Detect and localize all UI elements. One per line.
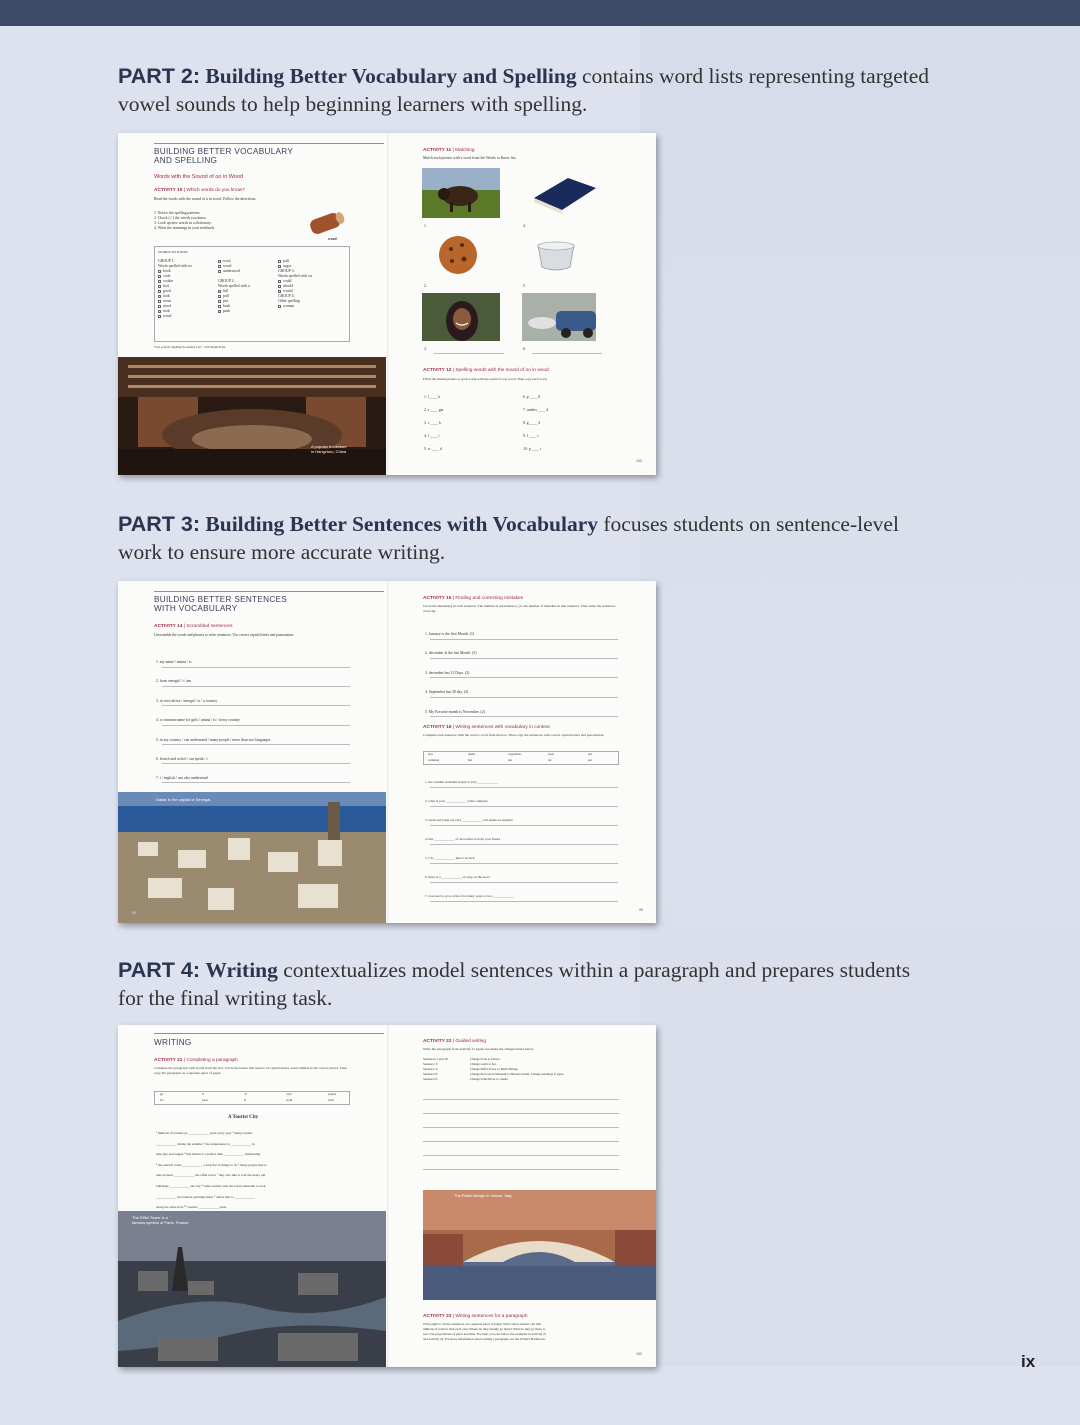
match-number-3: 3. [424,347,427,351]
answer-line [430,787,618,788]
words-box-title: WORDS TO KNOW [158,250,188,254]
activity-10-heading: ACTIVITY 10 | Which words do you know? [154,188,245,193]
word-box-row2: for look is walk with [160,1098,334,1102]
answer-line [430,716,618,717]
wood-caption: wood [328,237,337,241]
subtitle: Words with the Sound of oo in Wood [154,174,244,180]
gutter [387,1025,389,1367]
word-box-row1: go it of over square [160,1092,337,1096]
paris-caption: The Eiffel Tower is a famous symbol of Paris, France. [132,1215,190,1225]
answer-line [430,658,618,659]
answer-line [423,1141,619,1142]
activity-22-heading: ACTIVITY 22 | Guided writing [423,1039,487,1044]
car-photo [522,293,596,341]
top-color-bar [0,0,1080,26]
part-text: focuses students on sentence-level [598,512,899,536]
activity-21-instructions: Complete the paragraph with words from the box. Circle the letters that need to be capital letters. Add commas in the correct places. Then copy the paragraph on a separate piece of paper. [154,1066,347,1075]
wood-log-icon [308,211,348,237]
group3-column: pull sugar GROUP 3: Words spelled with ou could should would GROUP 4: Other spelling woman [278,259,312,308]
part-label: PART 2: [118,64,201,88]
answer-line [423,1127,619,1128]
credit-line: *List is from: Spelling Vocabulary List © 2013 Keith Folse [154,345,226,349]
book-spread-part3 [118,581,656,923]
scrambled-list: 1. my name / amina / is 2. from senegal / i / am 3. in west africa / senegal / is / a country 4. a common name for girls / amina / is / in my country 5. in my country / can understand / many people / more than two languages 6. french and wolof / can speak / i 7. i / english / can also understand [156,660,271,781]
activity-11-heading: ACTIVITY 11 | Matching [423,148,475,153]
header-rule [154,1033,384,1034]
match-number-6: 6. [523,347,526,351]
activity-11-instructions: Match each picture with a word from the Words to Know list. [423,156,517,160]
bookstore-caption: A popular bookstore in Hangzhou, China [311,444,347,454]
book-spread-part4 [118,1025,656,1367]
paris-photo [118,1211,386,1367]
answer-line [162,667,350,668]
part4-description [118,956,968,1012]
activity-23-heading: ACTIVITY 23 | Writing sentences for a paragraph [423,1314,528,1319]
word-box-row2: common hot job lot pot [428,758,593,762]
group1-column: GROUP 1: Words spelled with oo book cook cookie foot good look room stood took wood [158,259,192,318]
page-number-left: 98 [132,911,136,915]
activity-14-instructions: Unscramble the words and phrases to write sentences. Use correct capital letters and punctuation. [154,633,295,637]
page-header: BUILDING BETTER SENTENCES WITH VOCABULARY [154,595,288,613]
answer-line [423,1099,619,1100]
part-title: Building Better Sentences with Vocabulary [205,512,599,536]
fill-in-list: 1. the weather in miami in july is very ____________ 2. what is your ____________ at the company 3. sarah and jonas are very ____________ last names in england 4. this ____________ of chocolates is from your friend 5. i do ____________ like to be sick 6. there is a ____________ of soup on the stove 7. you need to go to school for many years to be a ____________ [425,780,514,898]
answer-line [430,901,618,902]
activity-21-heading: ACTIVITY 21 | Completing a paragraph [154,1058,238,1063]
part-label: PART 3: [118,512,201,536]
header-line1: BUILDING BETTER VOCABULARY [154,147,294,156]
header-rule [154,143,384,144]
activity-14-heading: ACTIVITY 14 | Scrambled sentences [154,624,233,629]
part-title: Writing [205,958,278,982]
part2-description [118,62,968,118]
activity-16-instructions: Complete each sentence with the correct word from the box. Then copy the sentences with correct capital letters and punctuation. [423,733,605,737]
paragraph-lines: ¹ millions of tourists go ____________ paris every year ² many tourists ____________ during the summer ³ the temperature is ____________ in june july and august ⁴ this makes it a perfect time ____________ sightseeing ⁵ the tourists come ____________ a long list of things to do ⁶ many people like to take pictures ____________ the eiffel tower ⁷ they also like to tour the many old buildings ____________ the city ⁸ some tourists visit the louvre museum to look ____________ the famous paintings there ⁹ others like to ____________ along the seine river ¹⁰ tourists ____________ paris [156,1131,267,1210]
part-text-line2: for the final writing task. [118,986,333,1010]
cookie-photo [436,233,480,277]
book-photo [528,170,600,215]
activity-23-instructions: Write eight to twelve sentences on a separate piece of paper. Write about another city that millions of tourists visit each year. Where do they usually go there? What do they go there to see? Use prepositions of place and time. For help, you can follow the examples in Activity 21 and Activity 22. For more information about writing a paragraph, see the Writer's Handbook. [423,1322,547,1341]
spelling-left-column: 1. l ____ k 2. s ____ gar 3. c ____ k 4. f ____ t 5. w ____ d [424,395,444,451]
answer-line [430,639,618,640]
bison-photo [422,168,500,218]
glass-bowl-photo [534,237,578,275]
part-text-line2: vowel sounds to help beginning learners with spelling. [118,92,588,116]
header-line2: AND SPELLING [154,155,218,165]
paragraph-title: A Tourist City [228,1115,259,1120]
mistakes-list: 1. January is the first Month. (1) 2. december Is the last Month. (3) 3. december has 31 Days. (2) 4. September has 30 day. (2) 5. My Favorite month is November. (2) [425,632,485,714]
part-text: contextualizes model sentences within a paragraph and prepares students [277,958,911,982]
page-header [154,148,293,165]
answer-line [434,353,504,354]
answer-line [532,353,602,354]
answer-line [423,1113,619,1114]
answer-line [423,1169,619,1170]
answer-line [162,744,350,745]
page-number-right: 99 [639,908,643,912]
answer-line [430,844,618,845]
match-number-2: 2. [424,284,427,288]
gutter [387,133,389,475]
match-number-5: 5. [523,284,526,288]
header-rule [154,591,384,592]
venice-photo [423,1190,656,1300]
page-number-right: 153 [636,1352,642,1356]
group2-column: wool wood understood GROUP 2: Words spelled with u full pull put bush push [218,259,251,313]
activity-12-heading: ACTIVITY 12 | Spelling words with the sound of oo in wood [423,368,549,373]
gutter [387,581,389,923]
answer-line [162,705,350,706]
dakar-caption: Dakar is the capital of Senegal. [156,797,212,802]
part-text-line2: work to ensure more accurate writing. [118,540,446,564]
answer-line [430,882,618,883]
answer-line [162,725,350,726]
bookstore-photo [118,357,386,475]
answer-line [162,782,350,783]
match-number-1: 1. [424,224,427,228]
part-title: Building Better Vocabulary and Spelling [205,64,577,88]
activity-16-heading: ACTIVITY 16 | Writing sentences with vocabulary in context [423,725,550,730]
activity-15-instructions: Circle the mistake(s) in each sentence. The number in parentheses ( ) is the number of mistakes in that sentence. Then write the sentences correctly. [423,604,616,613]
page-number: ix [1021,1352,1036,1371]
answer-line [430,863,618,864]
dakar-photo [118,792,386,923]
part-text: contains word lists representing targeted [576,64,930,88]
word-box-row1: box desks vegetables look not [428,752,593,756]
changes-labels: Sentences 1 and 10: Sentence 3: Sentence 4: Sentence 8: Sentence 9: [423,1057,449,1081]
activity-22-instructions: Write the paragraph from Activity 21 again, but make the changes listed below. [423,1047,535,1051]
part-label: PART 4: [118,958,201,982]
book-spread-part2 [118,133,656,475]
answer-line [162,763,350,764]
spelling-right-column: 6. p ____ ll 7. unders ____ d 8. g ____ d 9. f ____ t 10. p ____ t [523,395,549,451]
match-number-4: 4. [523,224,526,228]
answer-line [430,697,618,698]
answer-line [430,677,618,678]
answer-line [162,686,350,687]
background-ghost-page [640,26,1080,1366]
page-number: 103 [636,459,642,463]
changes-values: Change Paris to Venice. Change warm to hot. Change Eiffel Tower to Rialto Bridge. Change the Louvre Museum to Murano Island. Change paintings to glass. Change Seine River to canals. [470,1057,565,1081]
activity-10-instructions: Read the words with the sound of u in wood. Follow the directions. [154,197,257,201]
activity-12-instructions: Fill in the missing letters to spell words with the sound of u in wood. Then copy each word. [423,377,548,381]
part3-description [118,510,968,566]
answer-line [423,1155,619,1156]
step-list: 1. Notice the spelling patterns. 2. Check (✓) the words you know. 3. Look up new words in a dictionary. 4. Write the meanings in your notebook. [154,211,216,230]
answer-line [430,825,618,826]
activity-15-heading: ACTIVITY 15 | Finding and correcting mistakes [423,596,524,601]
woman-photo [422,293,500,341]
answer-line [430,806,618,807]
page-header: WRITING [154,1038,192,1047]
venice-caption: The Rialto Bridge in Venice, Italy [454,1193,512,1198]
